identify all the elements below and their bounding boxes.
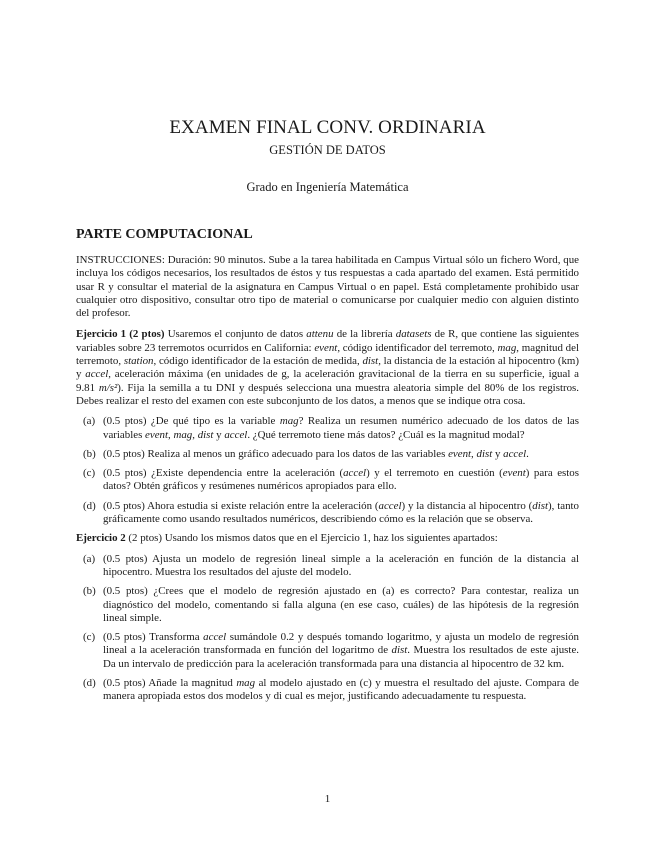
exercise-2-item-b: [76, 585, 579, 625]
variable-name: accel: [85, 368, 109, 381]
variable-name: dist: [391, 644, 408, 657]
exercise-2-items: [76, 553, 579, 704]
variable-name: dist: [532, 499, 549, 512]
exercise-2-item-d: [76, 677, 579, 704]
text-fragment: de R, que contiene las siguientes variables sobre 23 terremotos ocurridos en California:: [76, 328, 579, 354]
text-fragment: , código identificador de la estación de medida,: [153, 355, 363, 368]
text-fragment: (0.5 ptos) ¿Existe dependencia entre la aceleración (: [103, 467, 344, 480]
item-label: (c): [83, 467, 96, 480]
text-fragment: ,: [168, 428, 174, 441]
exercise-2-intro: [76, 532, 579, 545]
exercise-1-heading: Ejercicio 1 (2 ptos): [76, 328, 165, 341]
exercise-1-items: [76, 415, 579, 526]
text-fragment: , aceleración máxima (en unidades de g, la aceleración gravitacional de la tierra en su superficie, igual a 9.81: [76, 368, 579, 394]
text-fragment: ). Fija la semilla a tu DNI y después selecciona una muestra aleatoria simple del 80% de los registros. Debes realizar el resto del examen con este subconjunto de los datos, a menos que se indique otra cosa.: [76, 381, 579, 407]
exercise-1-item-c: [76, 467, 579, 494]
text-fragment: y: [213, 428, 225, 441]
variable-name: accel: [224, 428, 248, 441]
text-fragment: de la librería: [333, 328, 396, 341]
text-fragment: ,: [192, 428, 198, 441]
item-label: (b): [83, 585, 96, 598]
text-fragment: , código identificador del terremoto,: [337, 341, 498, 354]
variable-name: event: [448, 447, 472, 460]
exam-body: [76, 226, 579, 710]
variable-name: accel: [343, 467, 367, 480]
item-label: (b): [83, 447, 96, 460]
exercise-1-item-b: [76, 448, 579, 461]
text-fragment: ,: [471, 447, 477, 460]
unit: m/s²: [98, 381, 118, 394]
exercise-1-item-d: [76, 500, 579, 527]
variable-name: accel: [378, 499, 402, 512]
degree-name: Grado en Ingeniería Matemática: [246, 180, 409, 194]
library-name: datasets: [395, 328, 432, 341]
exercise-2-item-c: [76, 631, 579, 671]
variable-name: dist: [476, 447, 493, 460]
item-label: (d): [83, 677, 96, 690]
text-fragment: sumándole 0.2 y después tomando logaritmo, y ajusta un modelo de regresión lineal a la aceleración transformada en función del logaritmo de: [103, 631, 579, 657]
dataset-name: attenu: [306, 328, 334, 341]
item-label: (a): [83, 415, 96, 428]
text-fragment: ), tanto gráficamente como usando resultados numéricos, describiendo cómo es la relación que se observa.: [103, 499, 579, 526]
variable-name: dist: [362, 355, 379, 368]
exam-title: EXAMEN FINAL CONV. ORDINARIA: [169, 117, 486, 138]
text-fragment: (0.5 ptos) ¿Crees que el modelo de regresión ajustado en (a) es correcto? Para contestar, realiza un diagnóstico del modelo, comentando si falla alguna (en ese caso, cuáles) de las hipótesis de la regresión lineal simple.: [103, 585, 579, 624]
item-label: (c): [83, 631, 96, 644]
text-fragment: ? Realiza un resumen numérico adecuado de los datos de las variables: [103, 415, 579, 441]
text-fragment: (0.5 ptos) Realiza al menos un gráfico adecuado para los datos de las variables: [103, 447, 449, 460]
text-fragment: (0.5 ptos) Añade la magnitud: [103, 677, 237, 690]
variable-name: station: [123, 355, 154, 368]
exercise-2-heading: Ejercicio 2: [76, 532, 126, 545]
text-fragment: .: [526, 447, 529, 460]
variable-name: mag: [497, 341, 517, 354]
variable-name: mag: [173, 428, 193, 441]
variable-name: accel: [203, 631, 227, 644]
exercise-2-item-a: [76, 553, 579, 580]
text-fragment: ) y la distancia al hipocentro (: [401, 499, 533, 512]
section-title: PARTE COMPUTACIONAL: [76, 227, 253, 242]
variable-name: mag: [236, 677, 256, 690]
text-fragment: (0.5 ptos) Transforma: [103, 631, 204, 644]
text-fragment: , la distancia de la estación al hipocentro (km) y: [76, 355, 579, 381]
variable-name: event: [502, 467, 526, 480]
text-fragment: (0.5 ptos) Ajusta un modelo de regresión lineal simple a la aceleración en función de la distancia al hipocentro. Muestra los resultados del ajuste del modelo.: [103, 552, 579, 578]
variable-name: event: [145, 428, 169, 441]
text-fragment: . Muestra los resultados de este ajuste. Da un intervalo de predicción para la aceleración transformada para una distancia al hipocentro de 32 km.: [103, 644, 580, 670]
text-fragment: (0.5 ptos) Ahora estudia si existe relación entre la aceleración (: [103, 499, 379, 512]
text-fragment: ) y el terremoto en cuestión (: [366, 467, 503, 480]
variable-name: dist: [197, 428, 214, 441]
item-label: (a): [83, 552, 96, 565]
page-number: 1: [324, 793, 331, 805]
text-fragment: (2 ptos) Usando los mismos datos que en el Ejercicio 1, haz los siguientes apartados:: [125, 532, 498, 545]
text-fragment: . ¿Qué terremoto tiene más datos? ¿Cuál es la magnitud modal?: [247, 428, 525, 441]
variable-name: mag: [279, 415, 299, 428]
instructions-paragraph: INSTRUCCIONES: Duración: 90 minutos. Sube a la tarea habilitada en Campus Virtual sólo un fichero Word, que incluya los códigos necesarios, los resultados de éstos y tus respuestas a cada apartado del examen. Está permitido usar R y consultar el material de la asignatura en Campus Virtual o en papel. Está completamente prohibido usar cualquier otro dispositivo, consultar otro tipo de material o comunicarse por cualquier medio con alguien distinto del profesor.: [76, 254, 579, 320]
text-fragment: y: [492, 447, 504, 460]
item-label: (d): [83, 499, 96, 512]
exercise-1-intro: [76, 328, 579, 408]
text-fragment: ) para estos datos? Obtén gráficos y resúmenes numéricos apropiados para ello.: [103, 467, 579, 493]
text-fragment: Usaremos el conjunto de datos: [164, 328, 307, 341]
text-fragment: , magnitud del terremoto,: [76, 341, 579, 368]
course-subtitle: GESTIÓN DE DATOS: [269, 143, 386, 157]
text-fragment: (0.5 ptos) ¿De qué tipo es la variable: [103, 415, 280, 428]
text-fragment: al modelo ajustado en (c) y muestra el resultado del ajuste. Compara de manera apropiada estos dos modelos y di cual es mejor, justificando adecuadamente tu respuesta.: [103, 677, 579, 703]
variable-name: accel: [503, 447, 527, 460]
exercise-1-item-a: [76, 415, 579, 442]
variable-name: event: [314, 341, 338, 354]
